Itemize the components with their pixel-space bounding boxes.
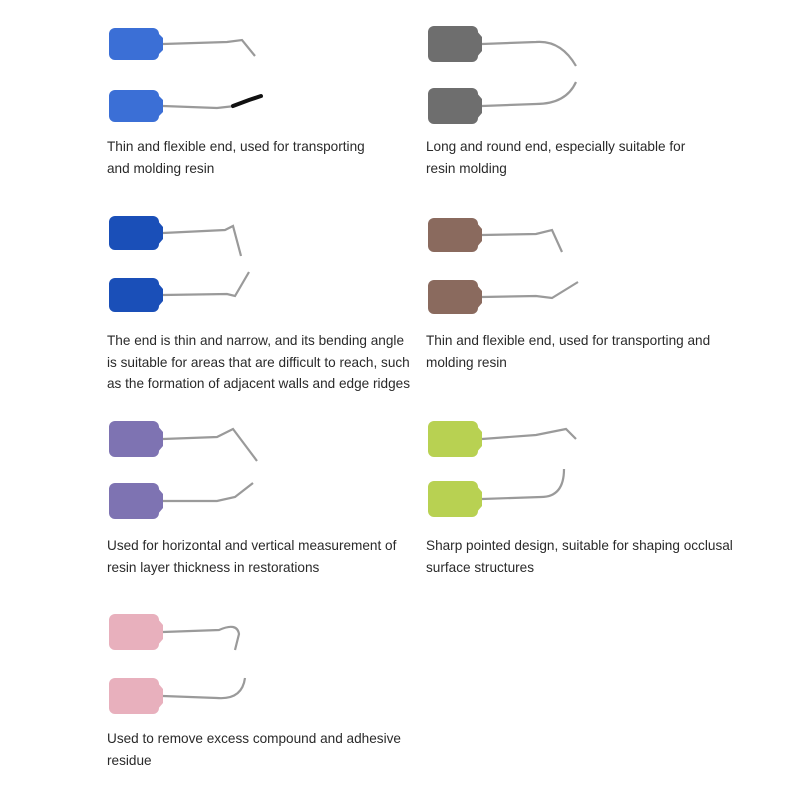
dental-instrument-image [107,86,267,136]
dental-instrument-image [107,415,267,465]
dental-instrument-image [107,668,267,718]
description-line: resin layer thickness in restorations [107,559,320,575]
description-line: Thin and flexible end, used for transporting and [426,333,711,348]
dental-instrument-image [107,608,267,658]
description-line: residue [107,752,152,768]
dental-instrument-image [107,210,267,260]
dental-instrument-image [426,80,586,130]
instrument-description [107,535,427,578]
description-line: Used to remove excess compound and adhesive [107,731,401,746]
description-line: and molding resin [107,160,215,176]
dental-instrument-image [426,415,586,465]
description-line: as the formation of adjacent walls and edge ridges [107,376,411,391]
description-line: Sharp pointed design, suitable for shaping occlusal [426,538,733,553]
dental-instrument-image [107,475,267,525]
description-line: molding resin [426,354,507,370]
dental-instrument-image [426,210,586,260]
instrument-description [426,535,746,578]
instrument-description [426,136,746,179]
instrument-description [107,728,427,771]
description-line: is suitable for areas that are difficult to reach, such [107,354,410,370]
description-line: Used for horizontal and vertical measurement of [107,538,397,553]
description-line: surface structures [426,559,535,575]
description-line: Thin and flexible end, used for transporting [107,139,365,154]
dental-instrument-image [426,20,586,70]
description-line: Long and round end, especially suitable for [426,139,686,154]
description-line: resin molding [426,160,507,176]
dental-instrument-image [107,20,267,70]
description-line: The end is thin and narrow, and its bending angle [107,333,405,348]
instrument-description [107,330,427,395]
dental-instrument-image [426,270,586,320]
instrument-description [107,136,427,179]
instrument-description [426,330,746,373]
dental-instrument-image [426,467,586,517]
dental-instrument-image [107,270,267,320]
